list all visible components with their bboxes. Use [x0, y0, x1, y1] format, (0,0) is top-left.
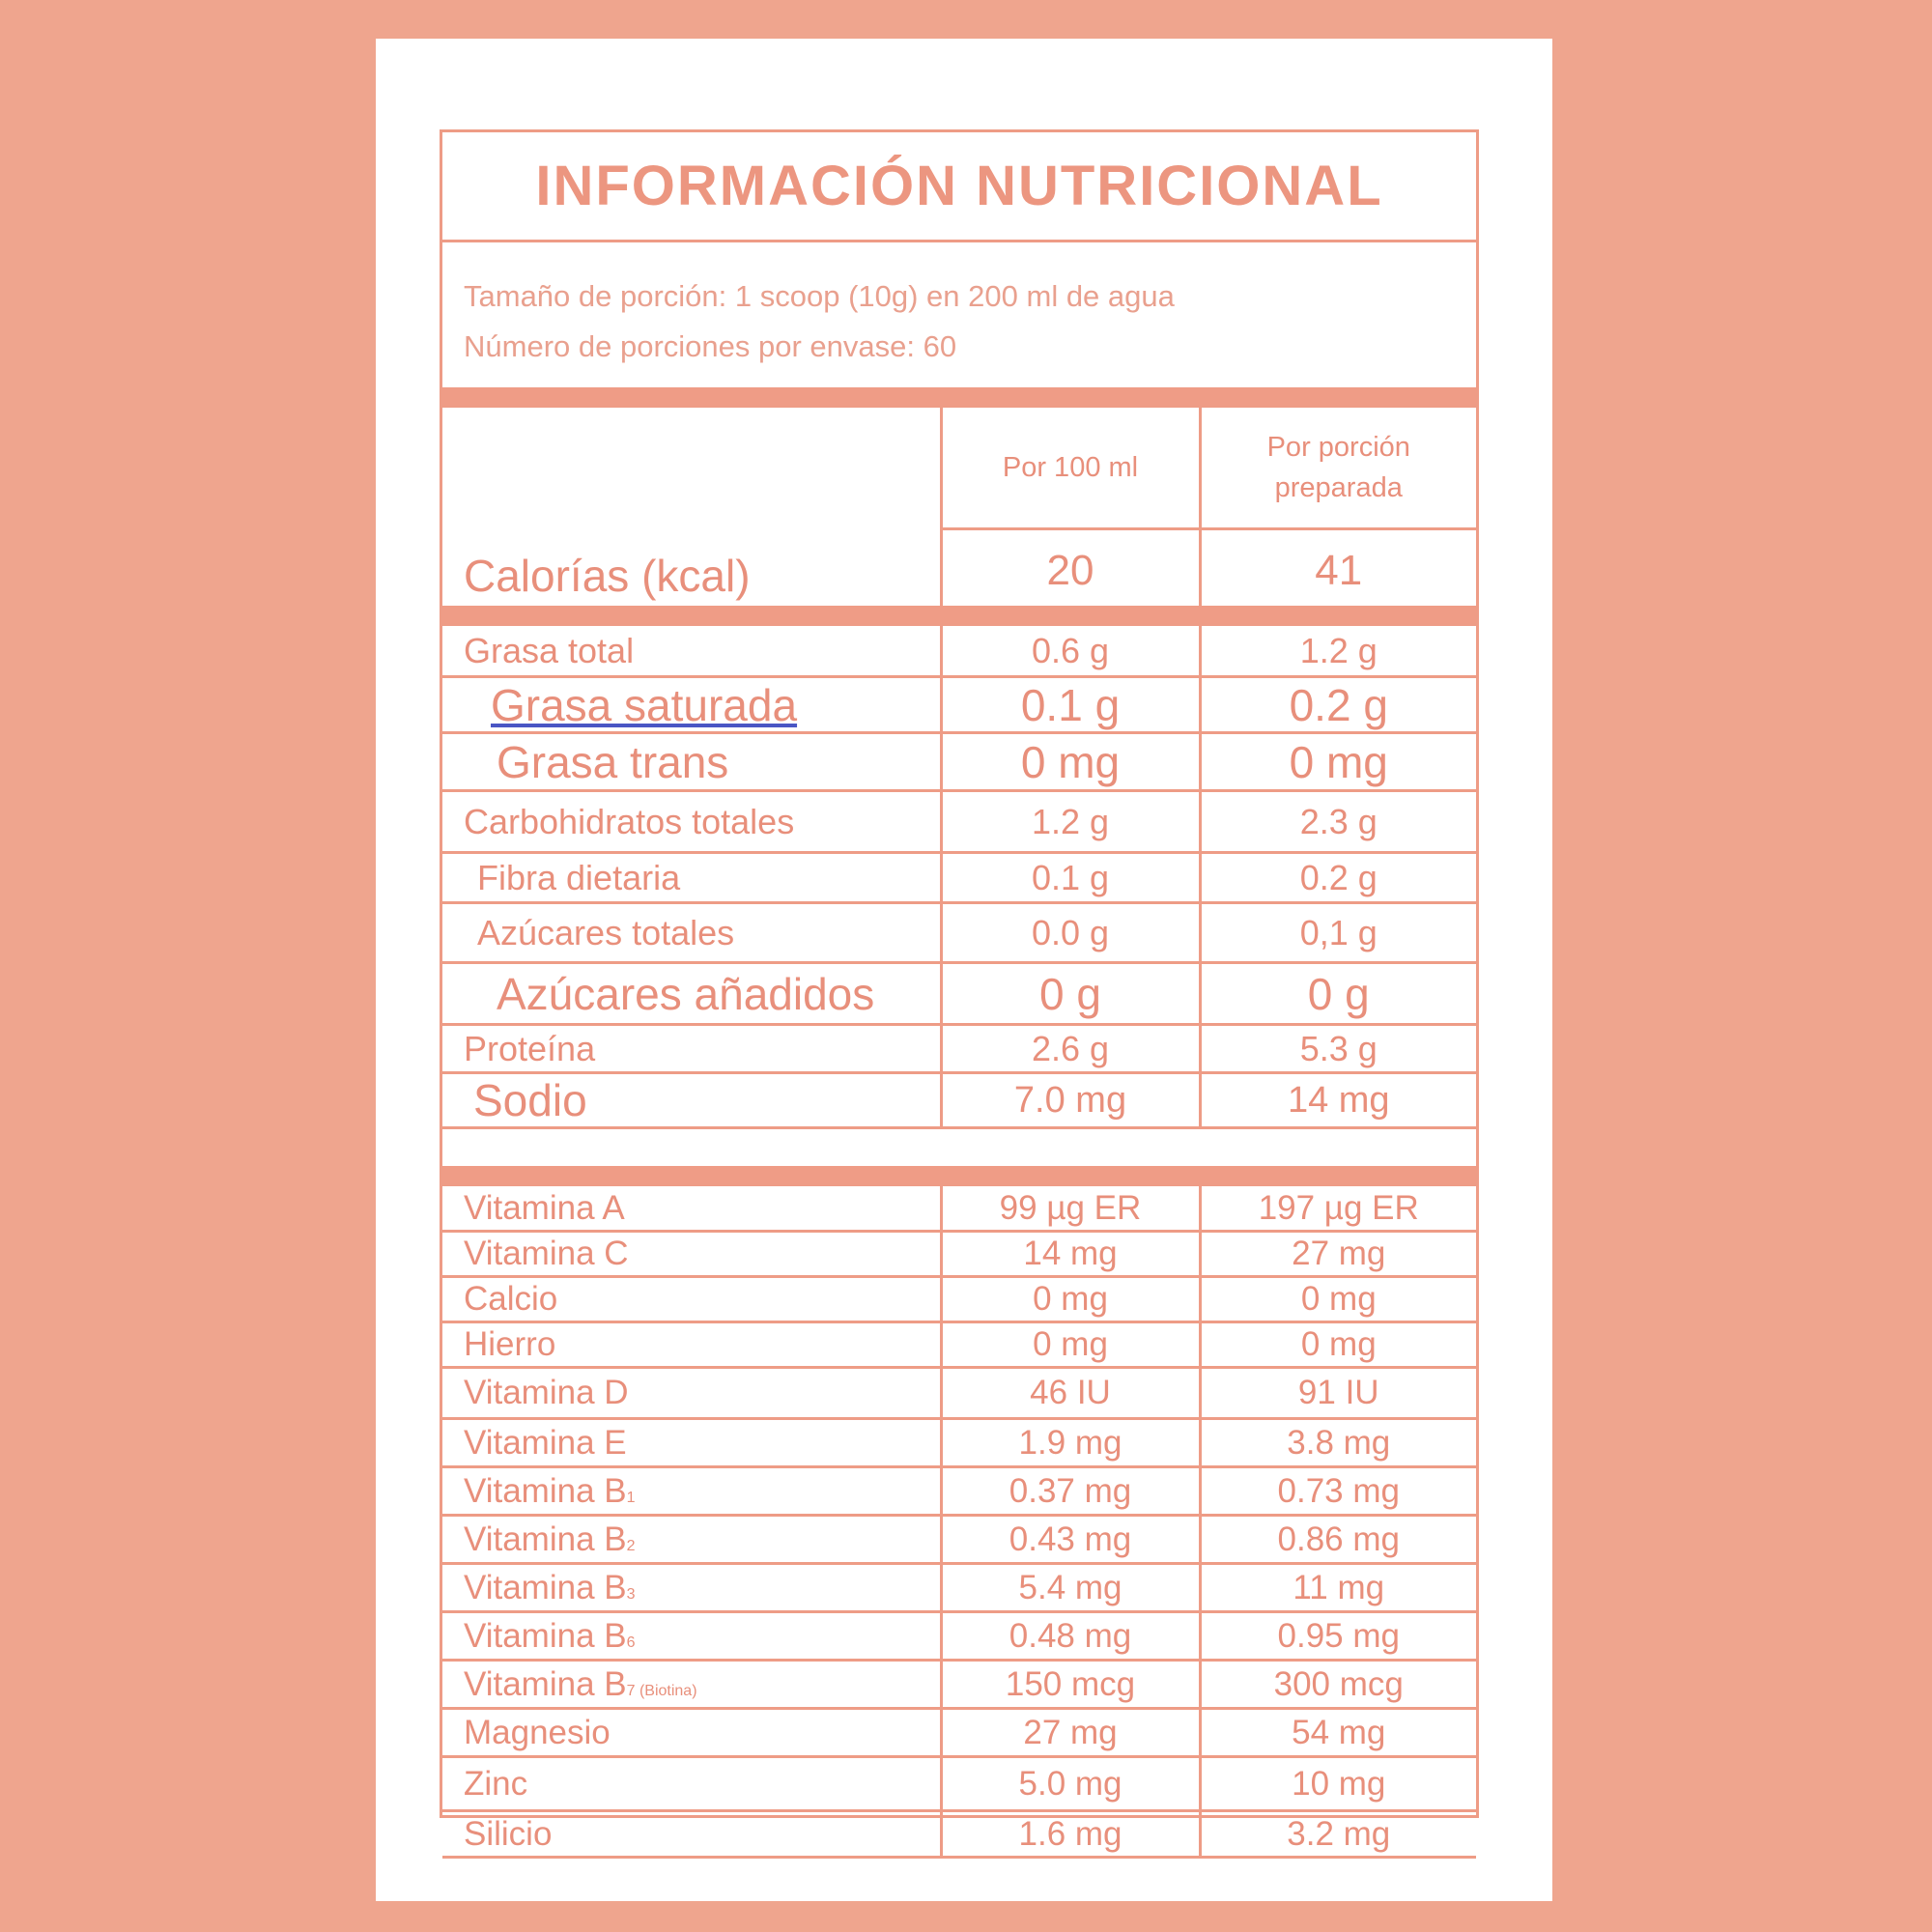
- nutrition-facts-panel: [440, 129, 1479, 1853]
- table-row: [442, 1564, 1476, 1612]
- value-per-serving: 0.73 mg: [1200, 1467, 1476, 1516]
- nutrient-subscript: 6: [626, 1634, 636, 1651]
- nutrient-name: Vitamina E: [442, 1419, 941, 1467]
- value-per-serving: 0.95 mg: [1200, 1612, 1476, 1661]
- value-per-serving: 11 mg: [1200, 1564, 1476, 1612]
- panel-title: INFORMACIÓN NUTRICIONAL: [442, 132, 1476, 242]
- nutrient-name: Magnesio: [442, 1709, 941, 1757]
- value-per-100ml: 7.0 mg: [941, 1073, 1200, 1128]
- value-per-100ml: 0.0 g: [941, 903, 1200, 963]
- nutrient-subscript: 2: [626, 1537, 636, 1554]
- table-row: [442, 1516, 1476, 1564]
- table-row: [442, 1073, 1476, 1128]
- value-per-serving: 10 mg: [1200, 1757, 1476, 1811]
- table-row: [442, 963, 1476, 1025]
- value-per-100ml: 0 mg: [941, 733, 1200, 791]
- calories-label-cell: Calorías (kcal): [442, 407, 941, 613]
- nutrient-name: Vitamina A: [442, 1185, 941, 1232]
- value-per-100ml: 5.0 mg: [941, 1757, 1200, 1811]
- table-row: [442, 791, 1476, 853]
- table-row: [442, 1277, 1476, 1322]
- nutrient-subscript: 3: [626, 1585, 636, 1603]
- value-per-100ml: 0 mg: [941, 1322, 1200, 1368]
- table-row: [442, 1232, 1476, 1277]
- value-per-serving: 3.8 mg: [1200, 1419, 1476, 1467]
- value-per-100ml: 0.48 mg: [941, 1612, 1200, 1661]
- nutrient-name: [442, 1467, 941, 1516]
- value-per-100ml: 46 IU: [941, 1368, 1200, 1419]
- value-per-serving: 2.3 g: [1200, 791, 1476, 853]
- macros-table: [442, 623, 1476, 1129]
- nutrient-name: Azúcares añadidos: [442, 963, 941, 1025]
- nutrient-name: Proteína: [442, 1025, 941, 1073]
- table-row: [442, 1757, 1476, 1811]
- servings-per-container: Número de porciones por envase: 60: [464, 329, 957, 363]
- table-row: [442, 1709, 1476, 1757]
- nutrient-subscript: 1: [626, 1489, 636, 1506]
- nutrient-name: [442, 1516, 941, 1564]
- nutrient-name-text: Vitamina B: [464, 1520, 627, 1558]
- table-row: [442, 1419, 1476, 1467]
- value-per-serving: 1.2 g: [1200, 625, 1476, 677]
- nutrient-name: Carbohidratos totales: [442, 791, 941, 853]
- thick-divider: [442, 606, 1476, 623]
- value-per-100ml: 0.37 mg: [941, 1467, 1200, 1516]
- value-per-100ml: 14 mg: [941, 1232, 1200, 1277]
- table-row: [442, 625, 1476, 677]
- header-per-serving: [1200, 407, 1476, 529]
- column-header-row: [442, 407, 1476, 529]
- value-per-serving: 14 mg: [1200, 1073, 1476, 1128]
- nutrient-name: Hierro: [442, 1322, 941, 1368]
- value-per-100ml: 1.2 g: [941, 791, 1200, 853]
- value-per-100ml: 2.6 g: [941, 1025, 1200, 1073]
- nutrient-name-text: Vitamina B: [464, 1568, 627, 1606]
- table-row: [442, 1612, 1476, 1661]
- serving-size: Tamaño de porción: 1 scoop (10g) en 200 ml de agua: [464, 279, 1175, 313]
- header-per-serving-line1: Por porción: [1266, 432, 1410, 463]
- value-per-100ml: 27 mg: [941, 1709, 1200, 1757]
- nutrient-name: Silicio: [442, 1811, 941, 1858]
- nutrient-name: Grasa trans: [442, 733, 941, 791]
- value-per-100ml: 0 g: [941, 963, 1200, 1025]
- nutrient-name-text: Vitamina B: [464, 1664, 627, 1703]
- value-per-100ml: 0.43 mg: [941, 1516, 1200, 1564]
- label-card: [376, 39, 1552, 1901]
- value-per-serving: 54 mg: [1200, 1709, 1476, 1757]
- nutrient-name-text: Vitamina B: [464, 1471, 627, 1510]
- value-per-serving: 197 µg ER: [1200, 1185, 1476, 1232]
- thick-divider: [442, 387, 1476, 405]
- nutrient-name: Fibra dietaria: [442, 853, 941, 903]
- value-per-100ml: 0.1 g: [941, 677, 1200, 733]
- serving-info: [442, 242, 1476, 387]
- nutrient-name-text: Grasa saturada: [491, 679, 798, 730]
- nutrient-name: [442, 1564, 941, 1612]
- calories-per-100ml: 20: [941, 529, 1200, 613]
- value-per-serving: 0 mg: [1200, 733, 1476, 791]
- value-per-serving: 3.2 mg: [1200, 1811, 1476, 1858]
- value-per-serving: 0.2 g: [1200, 677, 1476, 733]
- header-per-serving-line2: preparada: [1274, 472, 1403, 503]
- nutrient-name: Vitamina D: [442, 1368, 941, 1419]
- calories-per-serving: 41: [1200, 529, 1476, 613]
- value-per-100ml: 0.1 g: [941, 853, 1200, 903]
- value-per-100ml: 0.6 g: [941, 625, 1200, 677]
- value-per-100ml: 150 mcg: [941, 1661, 1200, 1709]
- nutrient-subscript: 7 (Biotina): [626, 1682, 697, 1699]
- value-per-100ml: 5.4 mg: [941, 1564, 1200, 1612]
- value-per-100ml: 99 µg ER: [941, 1185, 1200, 1232]
- table-row: [442, 1811, 1476, 1858]
- value-per-100ml: 1.6 mg: [941, 1811, 1200, 1858]
- thick-divider: [442, 1166, 1476, 1183]
- table-row: [442, 853, 1476, 903]
- value-per-100ml: 1.9 mg: [941, 1419, 1200, 1467]
- value-per-serving: 0.2 g: [1200, 853, 1476, 903]
- value-per-serving: 0.86 mg: [1200, 1516, 1476, 1564]
- value-per-serving: 0 g: [1200, 963, 1476, 1025]
- value-per-serving: 0,1 g: [1200, 903, 1476, 963]
- table-row: [442, 903, 1476, 963]
- nutrient-name-text: Vitamina B: [464, 1616, 627, 1655]
- nutrient-name: [442, 1612, 941, 1661]
- table-row: [442, 1025, 1476, 1073]
- nutrient-name: [442, 677, 941, 733]
- calories-table: [442, 405, 1476, 614]
- nutrient-name: Sodio: [442, 1073, 941, 1128]
- nutrient-name: Zinc: [442, 1757, 941, 1811]
- value-per-serving: 27 mg: [1200, 1232, 1476, 1277]
- table-row: [442, 1661, 1476, 1709]
- table-row: [442, 1368, 1476, 1419]
- nutrient-name: Azúcares totales: [442, 903, 941, 963]
- table-row: [442, 1467, 1476, 1516]
- value-per-100ml: 0 mg: [941, 1277, 1200, 1322]
- nutrient-name: Calcio: [442, 1277, 941, 1322]
- header-per-100ml: Por 100 ml: [941, 407, 1200, 529]
- table-row: [442, 1322, 1476, 1368]
- nutrient-name: Grasa total: [442, 625, 941, 677]
- value-per-serving: 5.3 g: [1200, 1025, 1476, 1073]
- value-per-serving: 0 mg: [1200, 1277, 1476, 1322]
- table-row: [442, 677, 1476, 733]
- nutrient-name: [442, 1661, 941, 1709]
- micronutrients-table: [442, 1183, 1476, 1859]
- value-per-serving: 91 IU: [1200, 1368, 1476, 1419]
- nutrient-name: Vitamina C: [442, 1232, 941, 1277]
- table-row: [442, 1185, 1476, 1232]
- table-row: [442, 733, 1476, 791]
- value-per-serving: 0 mg: [1200, 1322, 1476, 1368]
- value-per-serving: 300 mcg: [1200, 1661, 1476, 1709]
